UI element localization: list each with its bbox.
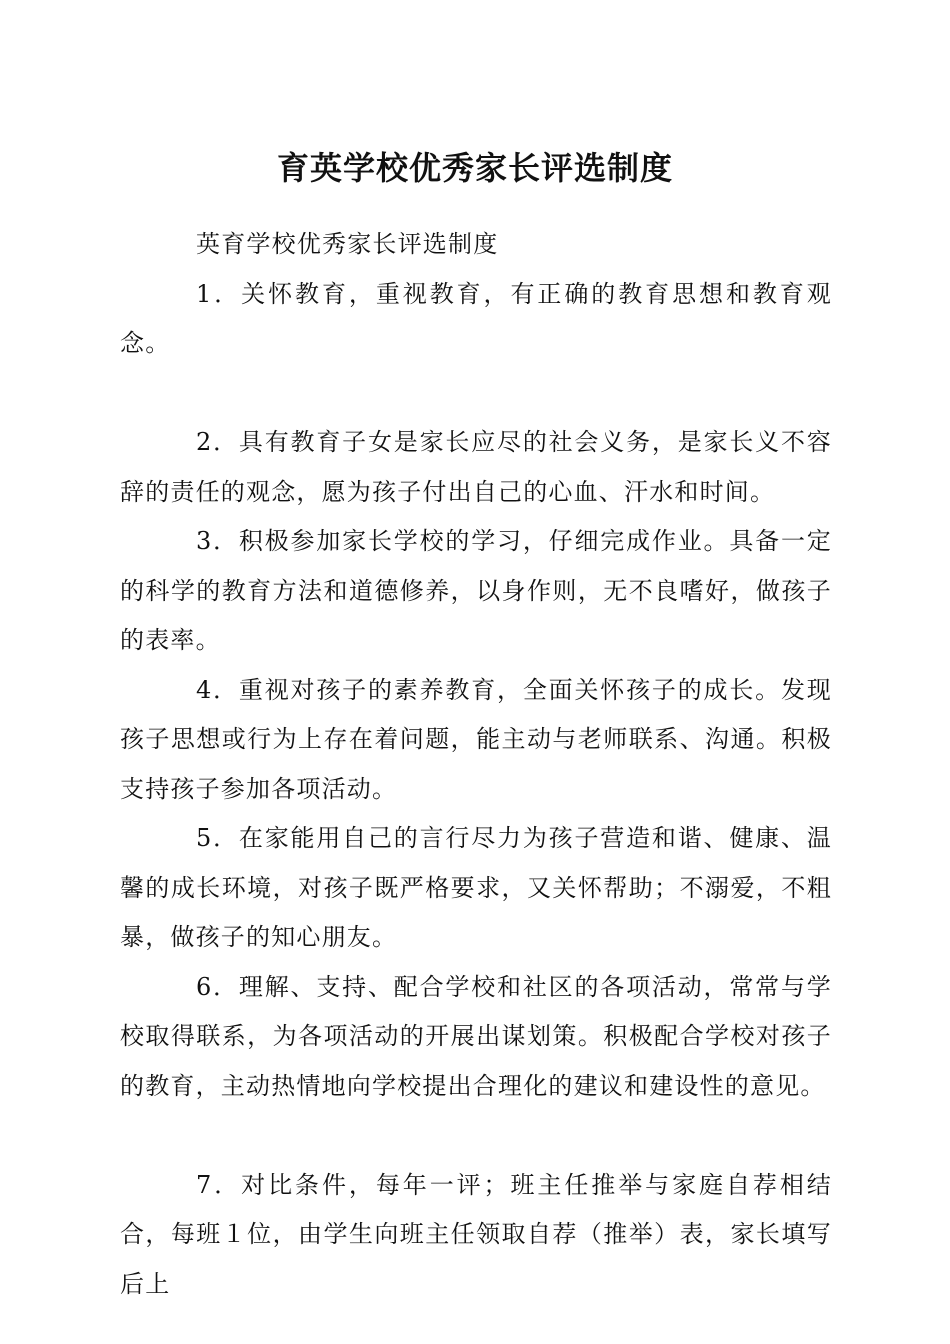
criteria-item-2: 2．具有教育子女是家长应尽的社会义务，是家长义不容辞的责任的观念，愿为孩子付出自己的心血、汗水和时间。 — [120, 428, 832, 506]
document-body — [120, 220, 832, 1309]
document-subtitle: 英育学校优秀家长评选制度 — [196, 230, 499, 258]
criteria-item-6: 6．理解、支持、配合学校和社区的各项活动，常常与学校取得联系，为各项活动的开展出谋划策。积极配合学校对孩子的教育，主动热情地向学校提出合理化的建议和建设性的意见。 — [120, 972, 832, 1100]
criteria-item-5: 5．在家能用自己的言行尽力为孩子营造和谐、健康、温馨的成长环境，对孩子既严格要求，又关怀帮助；不溺爱，不粗暴，做孩子的知心朋友。 — [120, 824, 832, 951]
paragraph-gap — [120, 1111, 832, 1161]
criteria-item-3: 3．积极参加家长学校的学习，仔细完成作业。具备一定的科学的教育方法和道德修养，以身作则，无不良嗜好，做孩子的表率。 — [120, 527, 832, 654]
document-title: 育英学校优秀家长评选制度 — [276, 149, 673, 187]
paragraph-gap — [120, 369, 832, 419]
criteria-item-1: 1．关怀教育，重视教育，有正确的教育思想和教育观念。 — [120, 279, 832, 357]
criteria-item-4: 4．重视对孩子的素养教育，全面关怀孩子的成长。发现孩子思想或行为上存在着问题，能主动与老师联系、沟通。积极支持孩子参加各项活动。 — [120, 675, 832, 803]
criteria-item-7: 7．对比条件，每年一评；班主任推举与家庭自荐相结合，每班１位，由学生向班主任领取自荐（推举）表，家长填写后上 — [120, 1170, 832, 1298]
